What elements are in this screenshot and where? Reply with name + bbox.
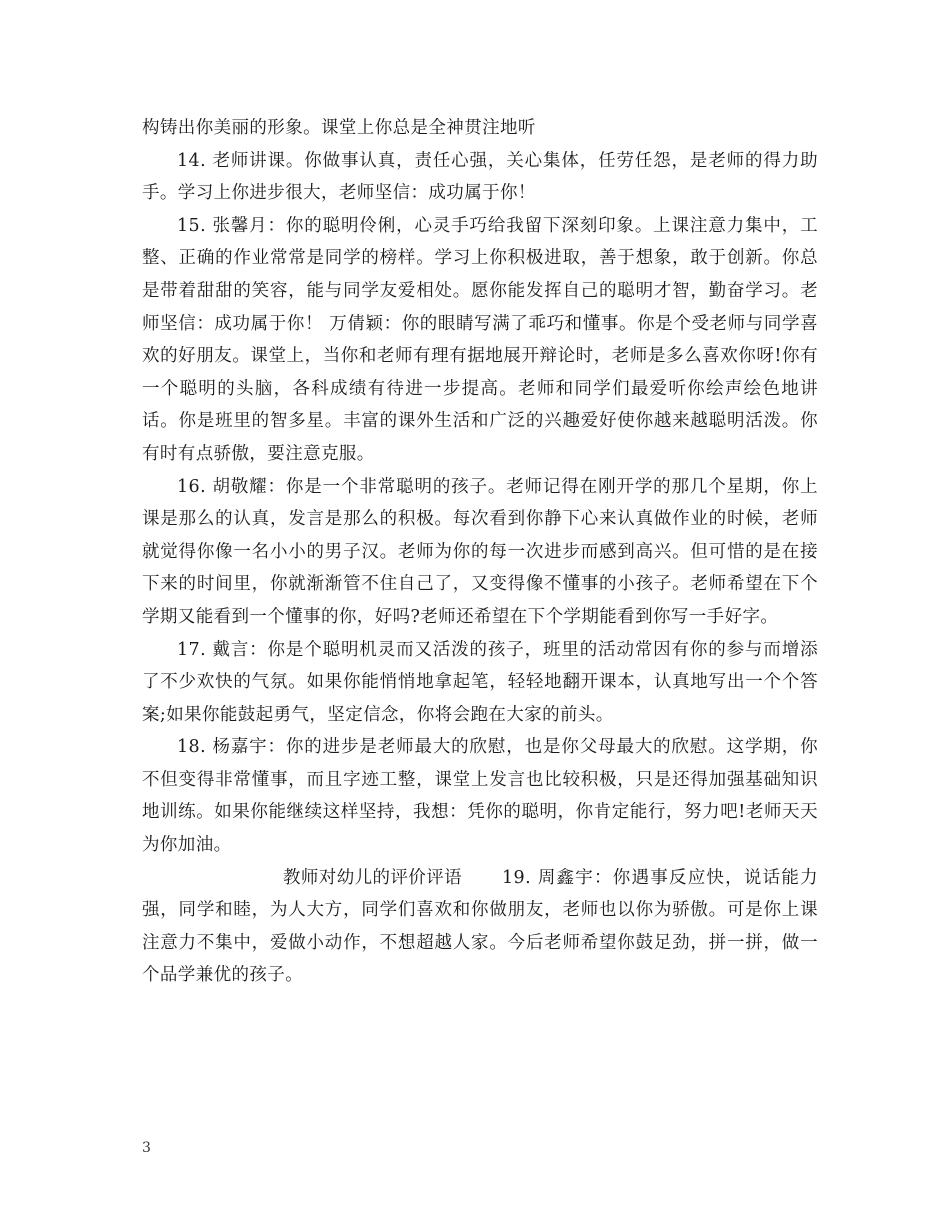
paragraph-item-19 xyxy=(142,862,818,992)
paragraph-item-15: 15. 张馨月：你的聪明伶俐，心灵手巧给我留下深刻印象。上课注意力集中，工整、正确的作业常常是同学的榜样。学习上你积极进取，善于想象，敢于创新。你总是带着甜甜的笑容，能与同学友爱相处。愿你能发挥自己的聪明才智，勤奋学习。老师坚信：成功属于你！ 万倩颖：你的眼睛写满了乖巧和懂事。你是个受老师与同学喜欢的好朋友。课堂上，当你和老师有理有据地展开辩论时，老师是多么喜欢你呀!你有一个聪明的头脑，各科成绩有待进一步提高。老师和同学们最爱听你绘声绘色地讲话。你是班里的智多星。丰富的课外生活和广泛的兴趣爱好使你越来越聪明活泼。你有时有点骄傲，要注意克服。 xyxy=(142,215,818,464)
page-number: 3 xyxy=(142,1140,151,1156)
document-body xyxy=(142,112,818,992)
paragraph-item-16: 16. 胡敬耀：你是一个非常聪明的孩子。老师记得在刚开学的那几个星期，你上课是那么的认真，发言是那么的积极。每次看到你静下心来认真做作业的时候，老师就觉得你像一名小小的男子汉。老师为你的每一次进步而感到高兴。但可惜的是在接下来的时间里，你就渐渐管不住自己了，又变得像不懂事的小孩子。老师希望在下个学期又能看到一个懂事的你，好吗?老师还希望在下个学期能看到你写一手好字。 xyxy=(142,476,818,627)
paragraph-item-18: 18. 杨嘉宇：你的进步是老师最大的欣慰，也是你父母最大的欣慰。这学期，你不但变得非常懂事，而且字迹工整，课堂上发言也比较积极，只是还得加强基础知识地训练。如果你能继续这样坚持，我想：凭你的聪明，你肯定能行，努力吧!老师天天为你加油。 xyxy=(142,737,818,856)
paragraph-item-14: 14. 老师讲课。你做事认真，责任心强，关心集体，任劳任怨，是老师的得力助手。学习上你进步很大，老师坚信：成功属于你！ xyxy=(142,150,818,204)
paragraph-item-17: 17. 戴言：你是个聪明机灵而又活泼的孩子，班里的活动常因有你的参与而增添了不少欢快的气氛。如果你能悄悄地拿起笔，轻轻地翻开课本，认真地写出一个个答案;如果你能鼓起勇气，坚定信念，你将会跑在大家的前头。 xyxy=(142,639,818,725)
paragraph-continuation: 构铸出你美丽的形象。课堂上你总是全神贯注地听 xyxy=(142,118,536,138)
inline-title: 教师对幼儿的评价评语 xyxy=(283,867,462,888)
paragraph-item-19-text: 19. 周鑫宇：你遇事反应快，说话能力强，同学和睦，为人大方，同学们喜欢和你做朋友，老师也以你为骄傲。可是你上课注意力不集中，爱做小动作，不想超越人家。今后老师希望你鼓足劲，拼一拼，做一个品学兼优的孩子。 xyxy=(142,867,818,986)
